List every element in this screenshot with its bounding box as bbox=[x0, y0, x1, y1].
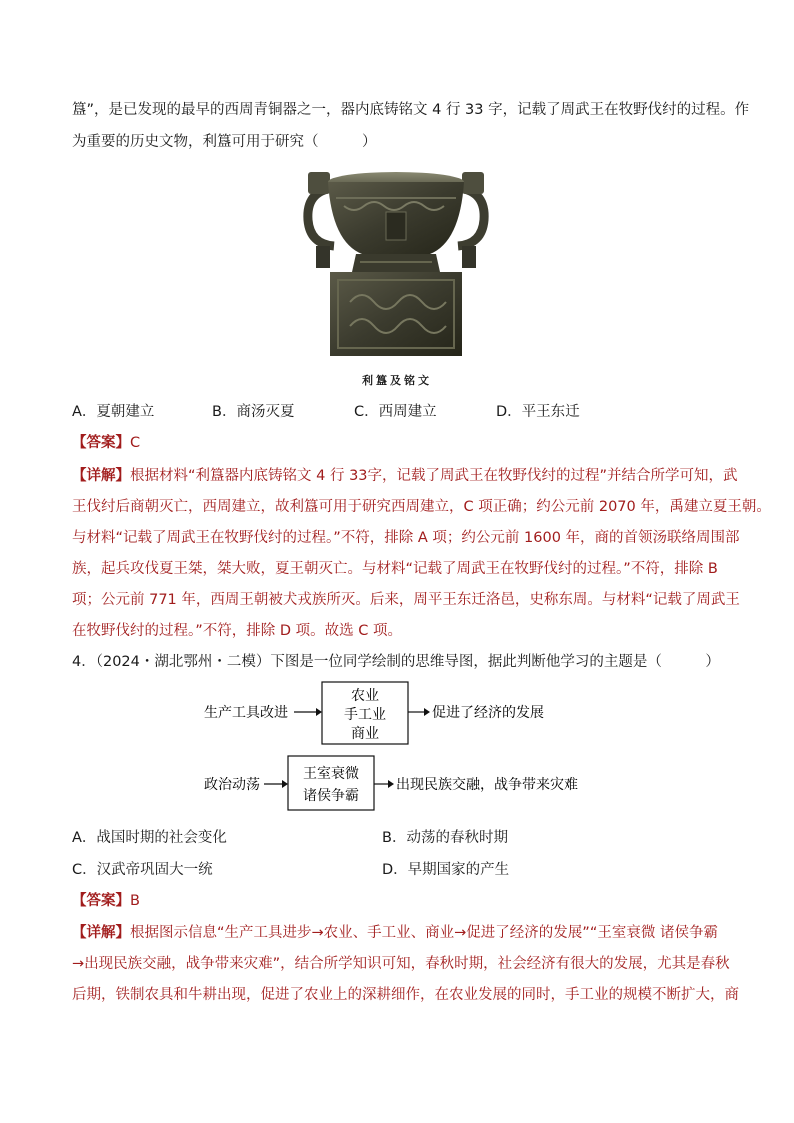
question-4-stem: 4．（2024・湖北鄂州・二模）下图是一位同学绘制的思维导图，据此判断他学习的主题是（ ） bbox=[72, 654, 720, 670]
q3-detail-line-3: 与材料“记载了周武王在牧野伐纣的过程。”不符，排除 A 项；约公元前 1600 年，商的首领汤联络周围部 bbox=[72, 530, 740, 546]
answer-label: 【答案】 bbox=[72, 435, 130, 451]
detail-label: 【详解】 bbox=[72, 925, 130, 941]
q4-detail-line-2: →出现民族交融，战争带来灾难”，结合所学知识可知，春秋时期，社会经济有很大的发展，尤其是春秋 bbox=[72, 956, 730, 972]
q4-option-b: B．动荡的春秋时期 bbox=[382, 830, 508, 846]
q3-option-b: B．商汤灭夏 bbox=[212, 404, 295, 420]
arrow-head bbox=[388, 780, 394, 788]
arrow-head bbox=[424, 708, 430, 716]
diagram-row2-left: 政治动荡 bbox=[204, 777, 260, 793]
detail-label: 【详解】 bbox=[72, 468, 130, 484]
question-3-stem-line-2: 为重要的历史文物，利簋可用于研究（ ） bbox=[72, 134, 377, 150]
q3-detail-line-6: 在牧野伐纣的过程。”不符，排除 D 项。故选 C 项。 bbox=[72, 623, 402, 639]
diagram-row2-box-item-2: 诸侯争霸 bbox=[303, 788, 359, 804]
diagram-row1-left: 生产工具改进 bbox=[204, 705, 288, 721]
q3-detail-line-5: 项；公元前 771 年，西周王朝被犬戎族所灭。后来，周平王东迁洛邑，史称东周。与材料“记载了周武王 bbox=[72, 592, 740, 608]
q3-detail-line-4: 族，起兵攻伐夏王桀，桀大败，夏王朝灭亡。与材料“记载了周武王在牧野伐纣的过程。”不符，排除 B bbox=[72, 561, 718, 577]
diagram-row1-box-item-2: 手工业 bbox=[344, 707, 386, 723]
diagram-row1-box-item-3: 商业 bbox=[351, 726, 379, 742]
q4-detail-line-1 bbox=[72, 923, 718, 943]
detail-text: 根据图示信息“生产工具进步→农业、手工业、商业→促进了经济的发展”“王室衰微 诸侯争霸 bbox=[130, 925, 718, 941]
answer-value: C bbox=[130, 435, 141, 451]
arrow-head bbox=[316, 708, 322, 716]
q3-option-c: C．西周建立 bbox=[354, 404, 437, 420]
answer-label: 【答案】 bbox=[72, 893, 130, 909]
diagram-row1-box-item-1: 农业 bbox=[351, 688, 379, 704]
question-3-stem-line-1: 簋”，是已发现的最早的西周青铜器之一，器内底铸铭文 4 行 33 字，记载了周武王在牧野伐纣的过程。作 bbox=[72, 102, 750, 118]
detail-text: 根据材料“利簋器内底铸铭文 4 行 33字，记载了周武王在牧野伐纣的过程”并结合所学可知，武 bbox=[130, 468, 738, 484]
mind-map-diagram bbox=[198, 676, 618, 816]
li-gui-bronze-vessel-image bbox=[298, 162, 494, 356]
q3-answer bbox=[72, 433, 140, 453]
q3-detail-line-2: 王伐纣后商朝灭亡，西周建立，故利簋可用于研究西周建立，C 项正确；约公元前 2070 年，禹建立夏王朝。 bbox=[72, 499, 771, 515]
q4-answer bbox=[72, 891, 140, 911]
figure-caption: 利簋及铭文 bbox=[362, 374, 432, 387]
diagram-row1-right: 促进了经济的发展 bbox=[432, 705, 544, 721]
answer-value: B bbox=[130, 893, 140, 909]
q4-detail-line-3: 后期，铁制农具和牛耕出现，促进了农业上的深耕细作，在农业发展的同时，手工业的规模不断扩大，商 bbox=[72, 987, 739, 1003]
q4-option-a: A．战国时期的社会变化 bbox=[72, 830, 227, 846]
q4-option-d: D．早期国家的产生 bbox=[382, 862, 510, 878]
diagram-row2-right: 出现民族交融，战争带来灾难 bbox=[396, 777, 578, 793]
q3-detail-line-1 bbox=[72, 466, 738, 486]
diagram-row2-box-item-1: 王室衰微 bbox=[303, 766, 359, 782]
q3-option-a: A．夏朝建立 bbox=[72, 404, 155, 420]
q4-option-c: C．汉武帝巩固大一统 bbox=[72, 862, 213, 878]
q3-option-d: D．平王东迁 bbox=[496, 404, 580, 420]
arrow-head bbox=[282, 780, 288, 788]
